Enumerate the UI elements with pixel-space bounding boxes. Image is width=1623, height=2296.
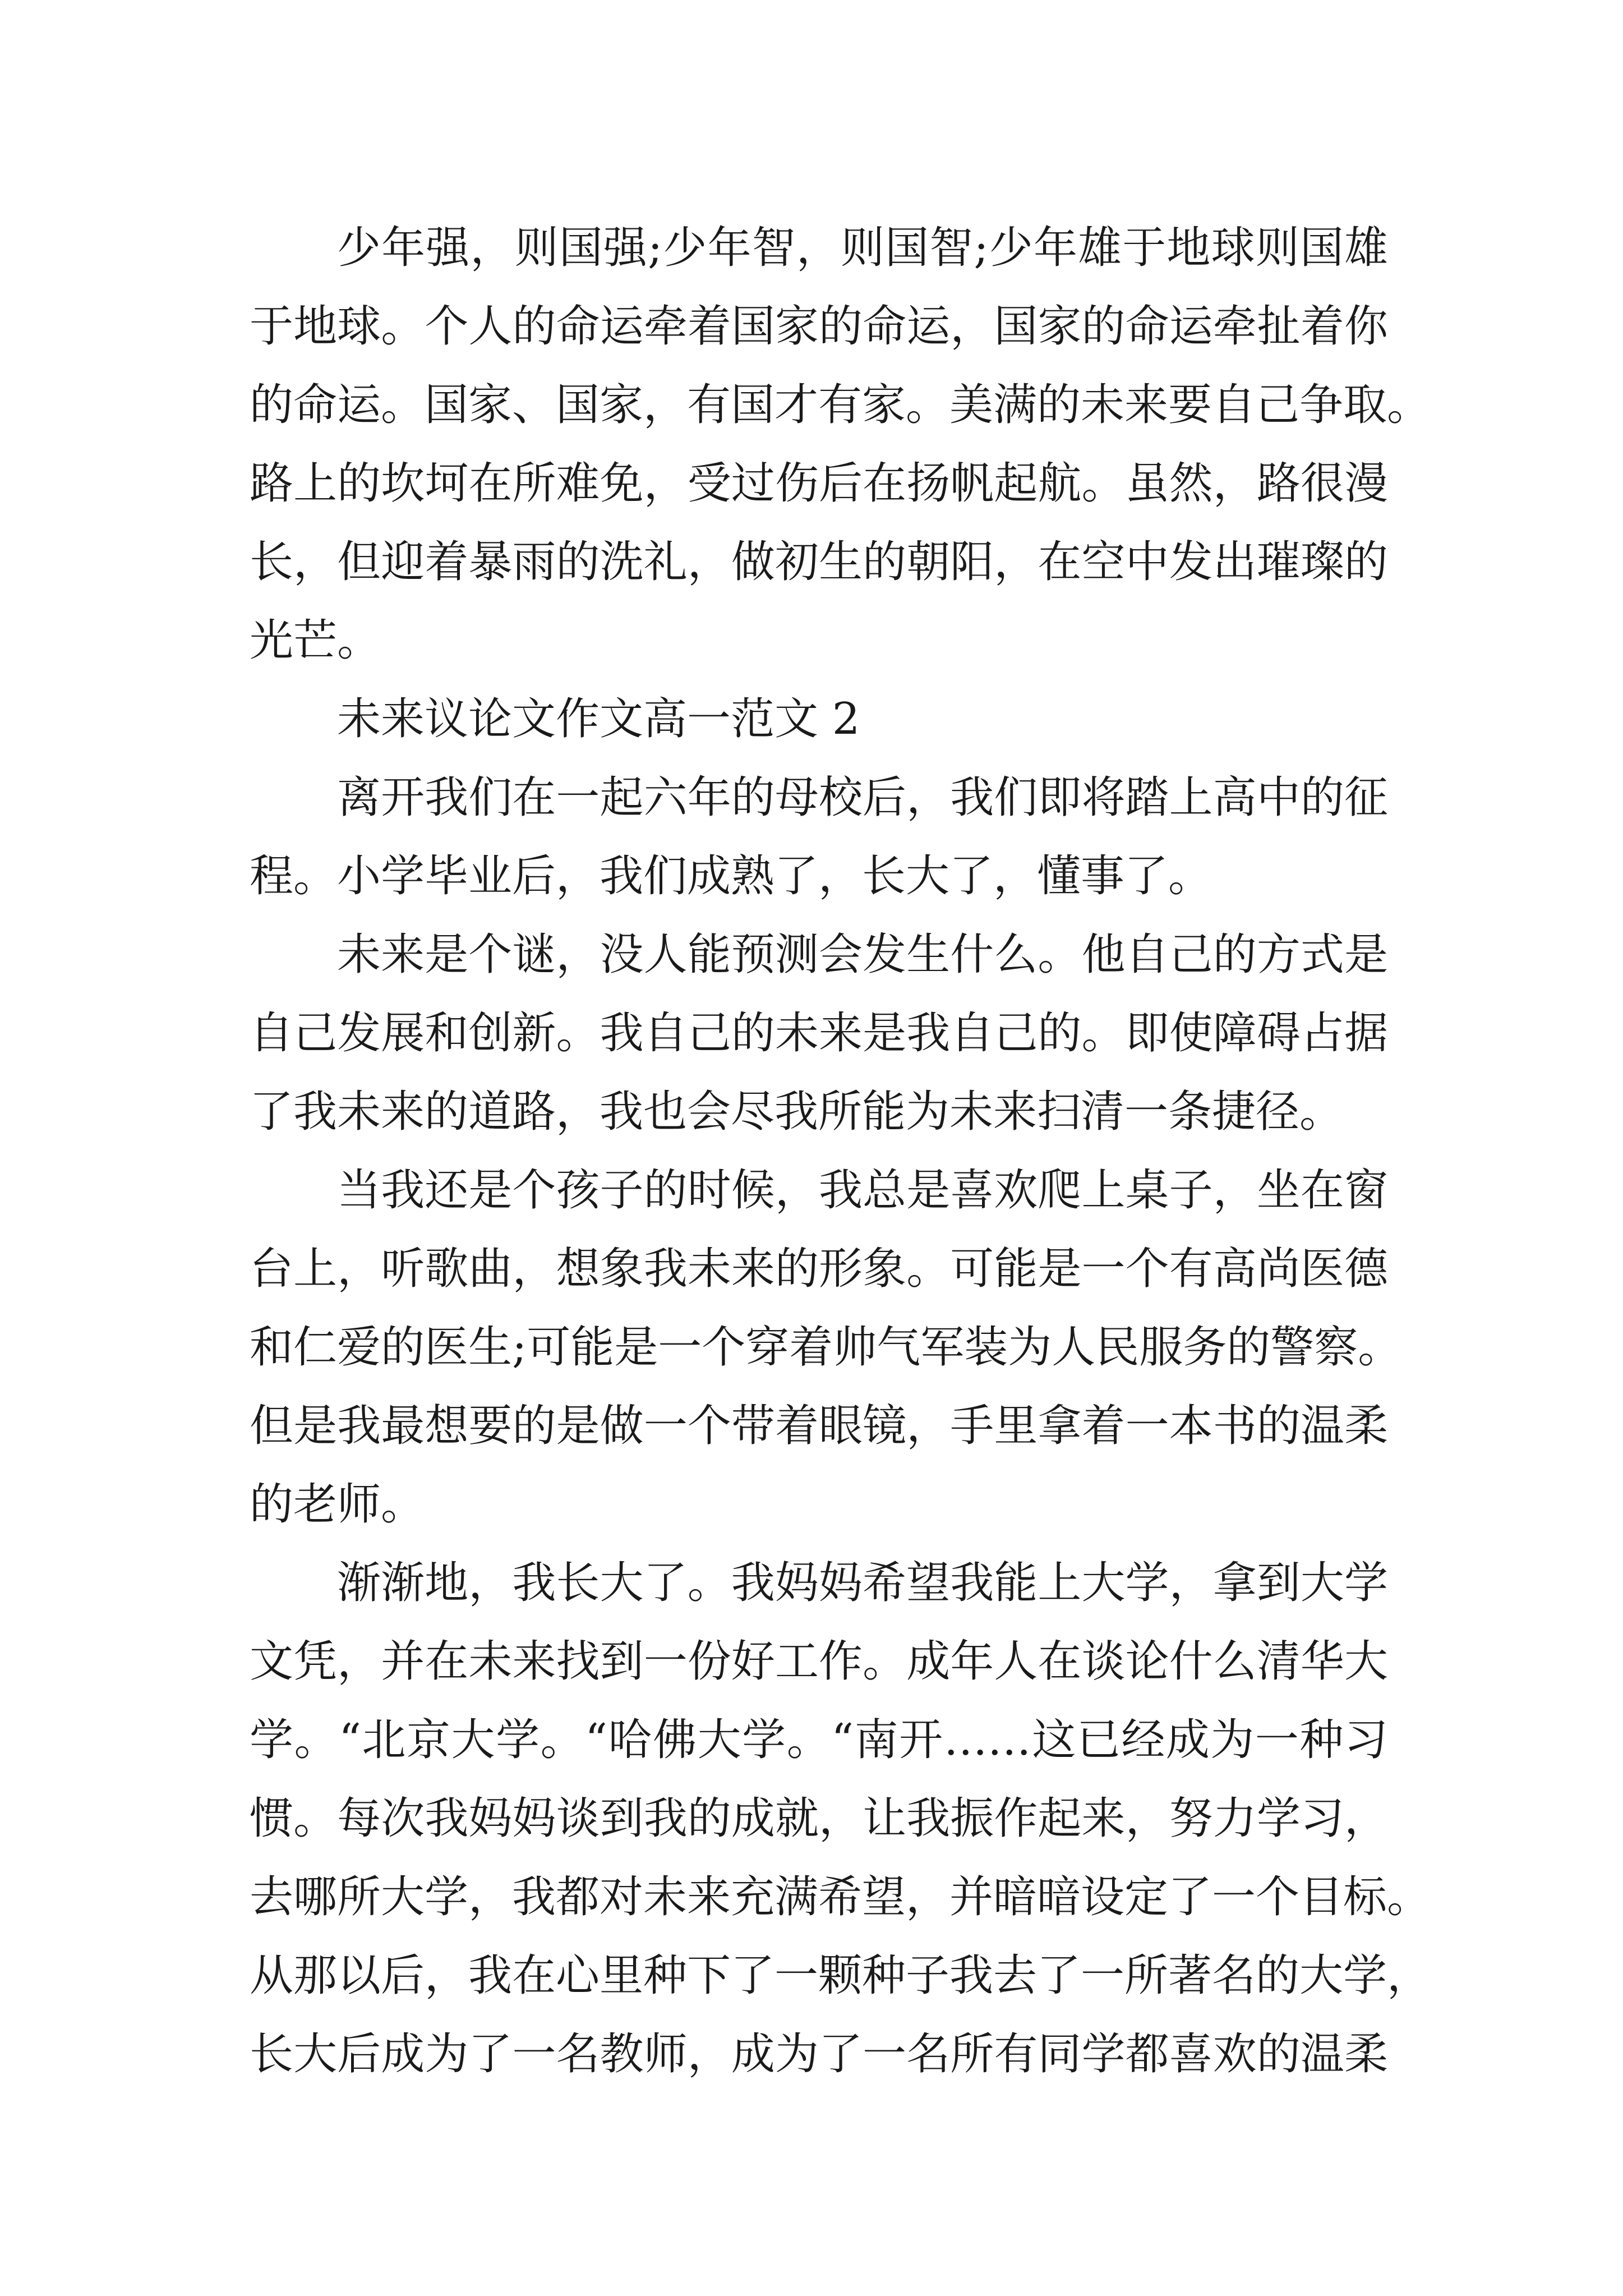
- document-body: [250, 209, 1431, 2093]
- text-line: 渐渐地，我长大了。我妈妈希望我能上大学，拿到大学: [337, 1558, 1388, 1608]
- text-line: 从那以后，我在心里种下了一颗种子我去了一所著名的大学，: [250, 1950, 1431, 2001]
- text-line: 的命运。国家、国家，有国才有家。美满的未来要自己争取。: [250, 380, 1431, 430]
- text-line: 但是我最想要的是做一个带着眼镜，手里拿着一本书的温柔: [250, 1401, 1388, 1451]
- text-line: 和仁爱的医生;可能是一个穿着帅气军装为人民服务的警察。: [250, 1322, 1402, 1373]
- section-heading: 未来议论文作文高一范文 2: [337, 694, 860, 744]
- text-line: 惯。每次我妈妈谈到我的成就，让我振作起来，努力学习，: [250, 1793, 1388, 1844]
- text-line: 台上，听歌曲，想象我未来的形象。可能是一个有高尚医德: [250, 1244, 1388, 1294]
- text-line: 光芒。: [250, 615, 381, 666]
- text-line: 去哪所大学，我都对未来充满希望，并暗暗设定了一个目标。: [250, 1872, 1431, 1922]
- text-line: 学。“北京大学。“哈佛大学。“南开……这已经成为一种习: [250, 1715, 1388, 1765]
- text-line: 程。小学毕业后，我们成熟了，长大了，懂事了。: [250, 851, 1212, 901]
- text-line: 少年强，则国强;少年智，则国智;少年雄于地球则国雄: [337, 223, 1388, 273]
- text-line: 当我还是个孩子的时候，我总是喜欢爬上桌子，坐在窗: [337, 1165, 1388, 1216]
- text-line: 长，但迎着暴雨的洗礼，做初生的朝阳，在空中发出璀璨的: [250, 537, 1388, 587]
- text-line: 自己发展和创新。我自己的未来是我自己的。即使障碍占据: [250, 1008, 1388, 1059]
- text-line: 了我未来的道路，我也会尽我所能为未来扫清一条捷径。: [250, 1087, 1344, 1137]
- text-line: 文凭，并在未来找到一份好工作。成年人在谈论什么清华大: [250, 1636, 1388, 1687]
- text-line: 于地球。个人的命运牵着国家的命运，国家的命运牵扯着你: [250, 301, 1388, 352]
- text-line: 长大后成为了一名教师，成为了一名所有同学都喜欢的温柔: [250, 2029, 1388, 2079]
- text-line: 路上的坎坷在所难免，受过伤后在扬帆起航。虽然，路很漫: [250, 458, 1388, 509]
- text-line: 未来是个谜，没人能预测会发生什么。他自己的方式是: [337, 930, 1388, 980]
- text-line: 的老师。: [250, 1479, 425, 1530]
- text-line: 离开我们在一起六年的母校后，我们即将踏上高中的征: [337, 772, 1388, 823]
